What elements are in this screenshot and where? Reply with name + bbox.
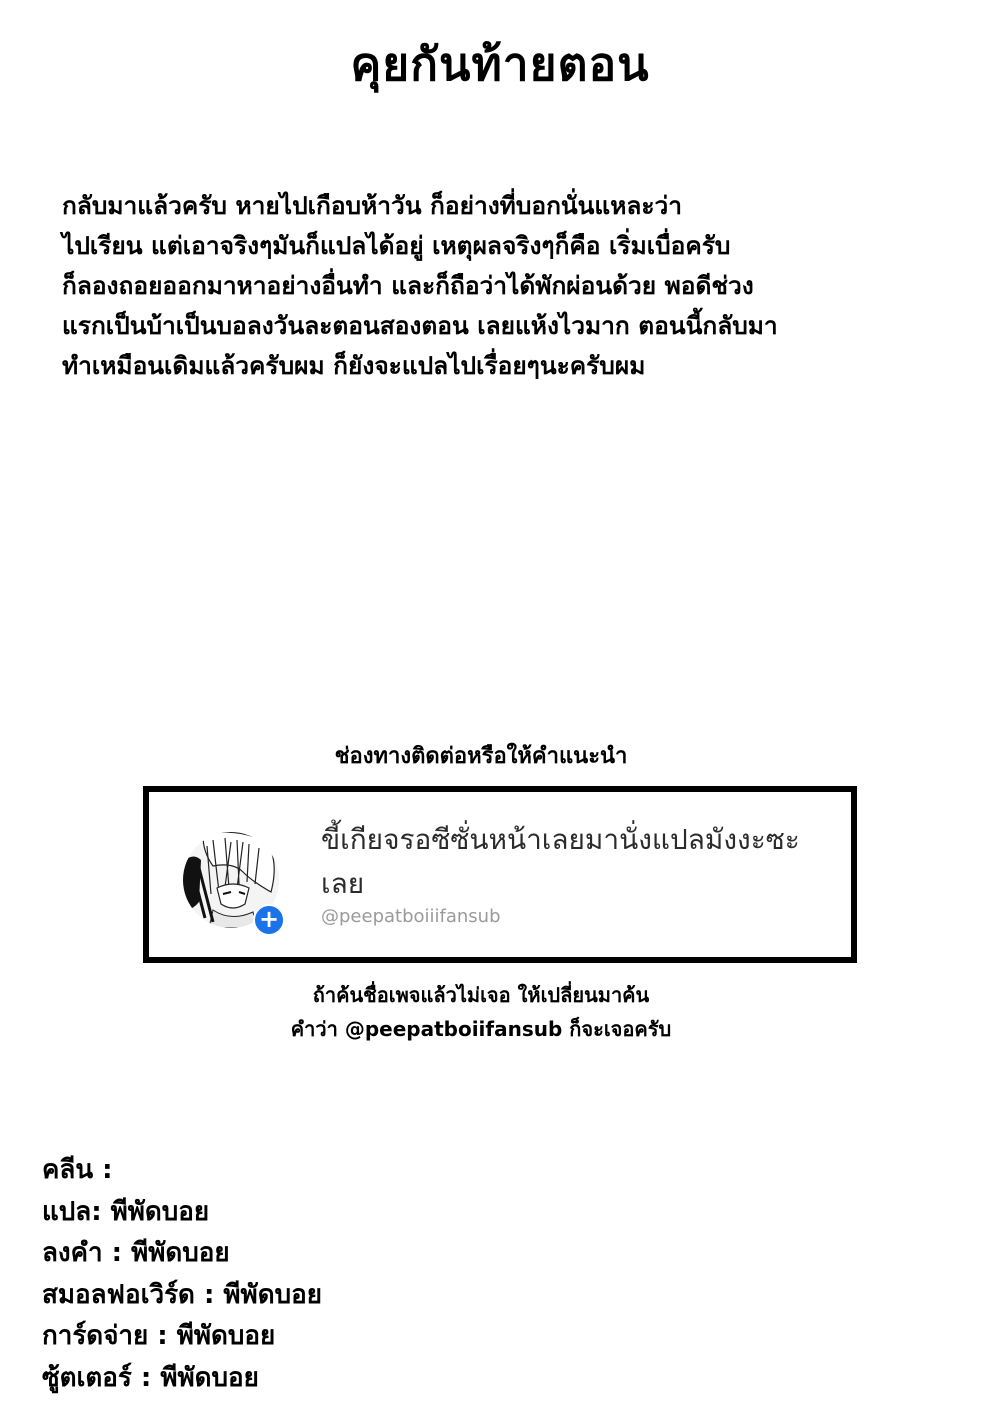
credit-typeset: ลงคำ : พีพัดบอย	[42, 1238, 230, 1268]
message-line: ไปเรียน แต่เอาจริงๆมันก็แปลได้อยู่ เหตุผลจริงๆก็คือ เริ่มเบื่อครับ	[62, 231, 731, 260]
credit-card-pay: การ์ดจ่าย : พีพัดบอย	[42, 1321, 276, 1351]
credit-shooter: ซู้ตเตอร์ : พีพัดบอย	[42, 1362, 259, 1393]
page-title: คุยกันท้ายตอน	[350, 37, 650, 91]
page-handle: @peepatboiiifansub	[321, 906, 501, 927]
credits-list	[42, 1150, 322, 1399]
facebook-page-card[interactable]	[143, 786, 857, 963]
search-tip-line: ถ้าค้นชื่อเพจแล้วไม่เจอ ให้เปลี่ยนมาค้น	[312, 983, 650, 1007]
page-name[interactable]: ขี้เกียจรอซีซั่นหน้าเลยมานั่งแปลมังงะซะเลย	[321, 823, 800, 900]
message-line: แรกเป็นบ้าเป็นบอลงวันละตอนสองตอน เลยแห้งไวมาก ตอนนี้กลับมา	[62, 311, 778, 340]
message-line: กลับมาแล้วครับ หายไปเกือบห้าวัน ก็อย่างที่บอกนั่นแหละว่า	[62, 191, 683, 220]
contact-heading: ช่องทางติดต่อหรือให้คำแนะนำ	[334, 744, 628, 769]
search-tip-line: คำว่า @peepatboiifansub ก็จะเจอครับ	[290, 1017, 672, 1041]
credit-clean: คลีน :	[42, 1155, 113, 1185]
end-of-chapter-message	[62, 186, 962, 386]
message-line: ทำเหมือนเดิมแล้วครับผม ก็ยังจะแปลไปเรื่อยๆนะครับผม	[62, 351, 646, 380]
plus-icon[interactable]: +	[253, 904, 285, 936]
credit-translate: แปล: พีพัดบอย	[42, 1196, 210, 1227]
search-tip	[0, 978, 962, 1046]
credit-small-forward: สมอลฟอเวิร์ด : พีพัดบอย	[42, 1279, 322, 1310]
message-line: ก็ลองถอยออกมาหาอย่างอื่นทำ และก็ถือว่าได้พักผ่อนด้วย พอดีช่วง	[62, 271, 754, 300]
